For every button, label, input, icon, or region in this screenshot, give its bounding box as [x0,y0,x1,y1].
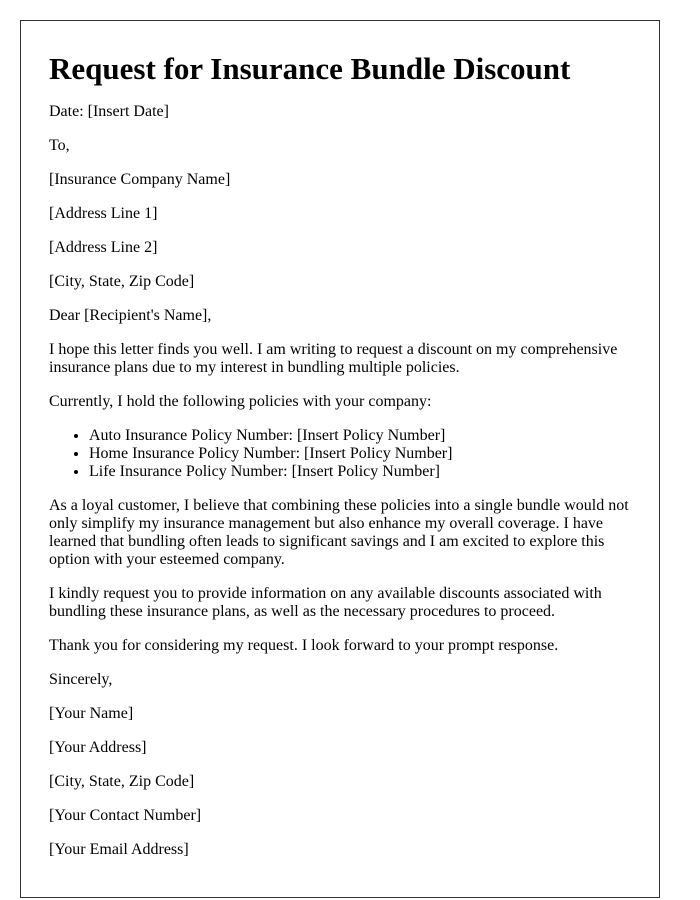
salutation: Dear [Recipient's Name], [49,307,212,324]
sender-name: [Your Name] [49,705,134,722]
sender-city-state-zip: [City, State, Zip Code] [49,773,195,790]
recipient-address-line-2: [Address Line 2] [49,239,158,256]
recipient-address-line-1: [Address Line 1] [49,205,158,222]
paragraph-loyal-customer: As a loyal customer, I believe that combining these policies into a single bundle would not only simplify my insurance management but also enhance my overall coverage. I have learned that bundling often leads to significant savings and I am excited to explore this option with your esteemed company. [49,497,629,568]
letter-title: Request for Insurance Bundle Discount [49,51,571,86]
policy-list [49,427,631,481]
paragraph-current-policies: Currently, I hold the following policies with your company: [49,393,432,410]
sender-email: [Your Email Address] [49,841,189,858]
closing: Sincerely, [49,671,113,688]
paragraph-thanks: Thank you for considering my request. I look forward to your prompt response. [49,637,559,654]
date-line: Date: [Insert Date] [49,103,169,120]
recipient-city-state-zip: [City, State, Zip Code] [49,273,195,290]
list-item: • Auto Insurance Policy Number: [Insert Policy Number] [89,427,631,445]
paragraph-intro: I hope this letter finds you well. I am writing to request a discount on my comprehensive insurance plans due to my interest in bundling multiple policies. [49,341,618,376]
list-item: • Life Insurance Policy Number: [Insert Policy Number] [89,463,631,481]
to-line: To, [49,137,70,154]
paragraph-request: I kindly request you to provide information on any available discounts associated with bundling these insurance plans, as well as the necessary procedures to proceed. [49,585,602,620]
letter-container [20,20,660,898]
recipient-company: [Insurance Company Name] [49,171,231,188]
list-item: • Home Insurance Policy Number: [Insert Policy Number] [89,445,631,463]
sender-contact-number: [Your Contact Number] [49,807,202,824]
sender-address: [Your Address] [49,739,147,756]
